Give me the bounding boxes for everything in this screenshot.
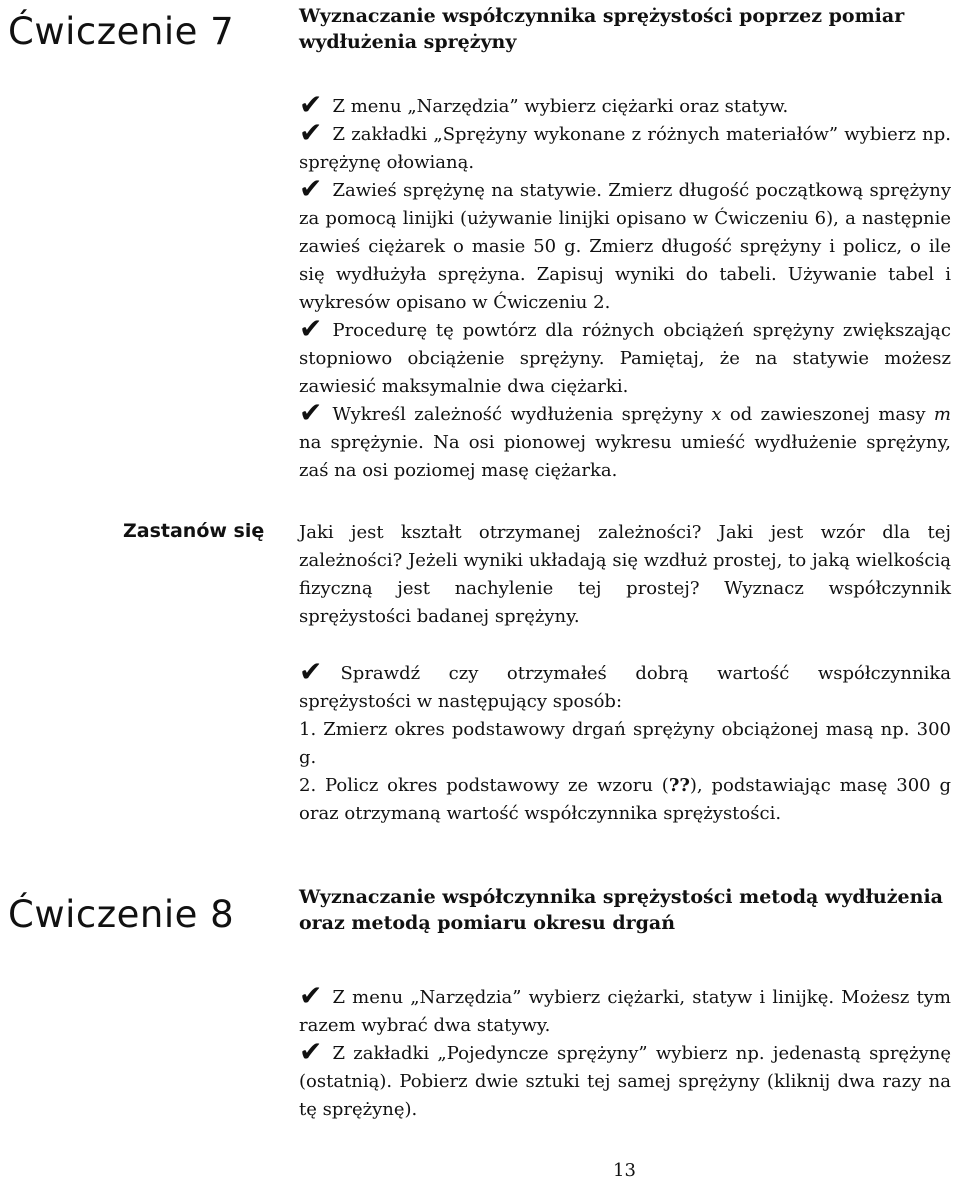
check-mark-icon: ✔ [299, 172, 323, 205]
page-number: 13 [613, 1160, 636, 1181]
exercise-7-title: Wyznaczanie współczynnika sprężystości poprzez pomiar wydłużenia sprężyny [299, 5, 905, 53]
exercise-8-steps [299, 979, 951, 1124]
think-label: Zastanów się [123, 520, 265, 542]
step-item: ✔ Zawieś sprężynę na statywie. Zmierz długość początkową sprężyny za pomocą linijki (używanie linijki opisano w Ćwiczeniu 6), a następnie zawieś ciężarek o masie 50 g. Zmierz długość sprężyny i policz, o ile się wydłużyła sprężyna. Zapisuj wyniki do tabeli. Używanie tabel i wykresów opisano w Ćwiczeniu 2. [299, 172, 951, 313]
check-mark-icon: ✔ [299, 396, 323, 429]
check-mark-icon: ✔ [299, 88, 323, 121]
step-item: ✔ Z menu „Narzędzia” wybierz ciężarki oraz statyw. [299, 88, 789, 121]
equation-reference: ?? [668, 775, 690, 796]
step-item: ✔ Z menu „Narzędzia” wybierz ciężarki, statyw i linijkę. Możesz tym razem wybrać dwa statywy. [299, 979, 951, 1036]
verification-block [299, 655, 951, 828]
exercise-7-steps [299, 88, 951, 485]
check-mark-icon: ✔ [299, 979, 323, 1012]
variable-x: x [711, 404, 722, 425]
check-mark-icon: ✔ [299, 116, 323, 149]
check-mark-icon: ✔ [299, 312, 323, 345]
verification-item-1: 1. Zmierz okres podstawowy drgań sprężyny obciążonej masą np. 300 g. [299, 719, 951, 768]
exercise-8-title: Wyznaczanie współczynnika sprężystości metodą wydłużenia oraz metodą pomiaru okresu drgań [299, 886, 943, 934]
step-item: ✔ Z zakładki „Sprężyny wykonane z różnych materiałów” wybierz np. sprężynę ołowianą. [299, 116, 951, 173]
step-item: ✔ Z zakładki „Pojedyncze sprężyny” wybierz np. jedenastą sprężynę (ostatnią). Pobierz dwie sztuki tej samej sprężyny (kliknij dwa razy na tę sprężynę). [299, 1035, 951, 1120]
exercise-7-heading: Ćwiczenie 7 [8, 10, 235, 53]
check-mark-icon: ✔ [299, 1035, 323, 1068]
exercise-8-heading: Ćwiczenie 8 [8, 893, 235, 936]
verification-intro: ✔ Sprawdź czy otrzymałeś dobrą wartość współczynnika sprężystości w następujący sposób: [299, 655, 951, 712]
check-mark-icon: ✔ [299, 655, 323, 688]
think-text: Jaki jest kształt otrzymanej zależności? Jaki jest wzór dla tej zależności? Jeżeli wyniki układają się wzdłuż prostej, to jaką wielkością fizyczną jest nachylenie tej prostej? Wyznacz współczynnik sprężystości badanej sprężyny. [299, 522, 951, 627]
step-item: ✔ Wykreśl zależność wydłużenia sprężyny x od zawieszonej masy m na sprężynie. Na osi pionowej wykresu umieść wydłużenie sprężyny, zaś na osi poziomej masę ciężarka. [299, 396, 951, 481]
step-item: ✔ Procedurę tę powtórz dla różnych obciążeń sprężyny zwiększając stopniowo obciążenie sprężyny. Pamiętaj, że na statywie możesz zawiesić maksymalnie dwa ciężarki. [299, 312, 951, 397]
verification-item-2: 2. Policz okres podstawowy ze wzoru (??), podstawiając masę 300 g oraz otrzymaną wartość współczynnika sprężystości. [299, 775, 951, 824]
variable-m: m [933, 404, 951, 425]
